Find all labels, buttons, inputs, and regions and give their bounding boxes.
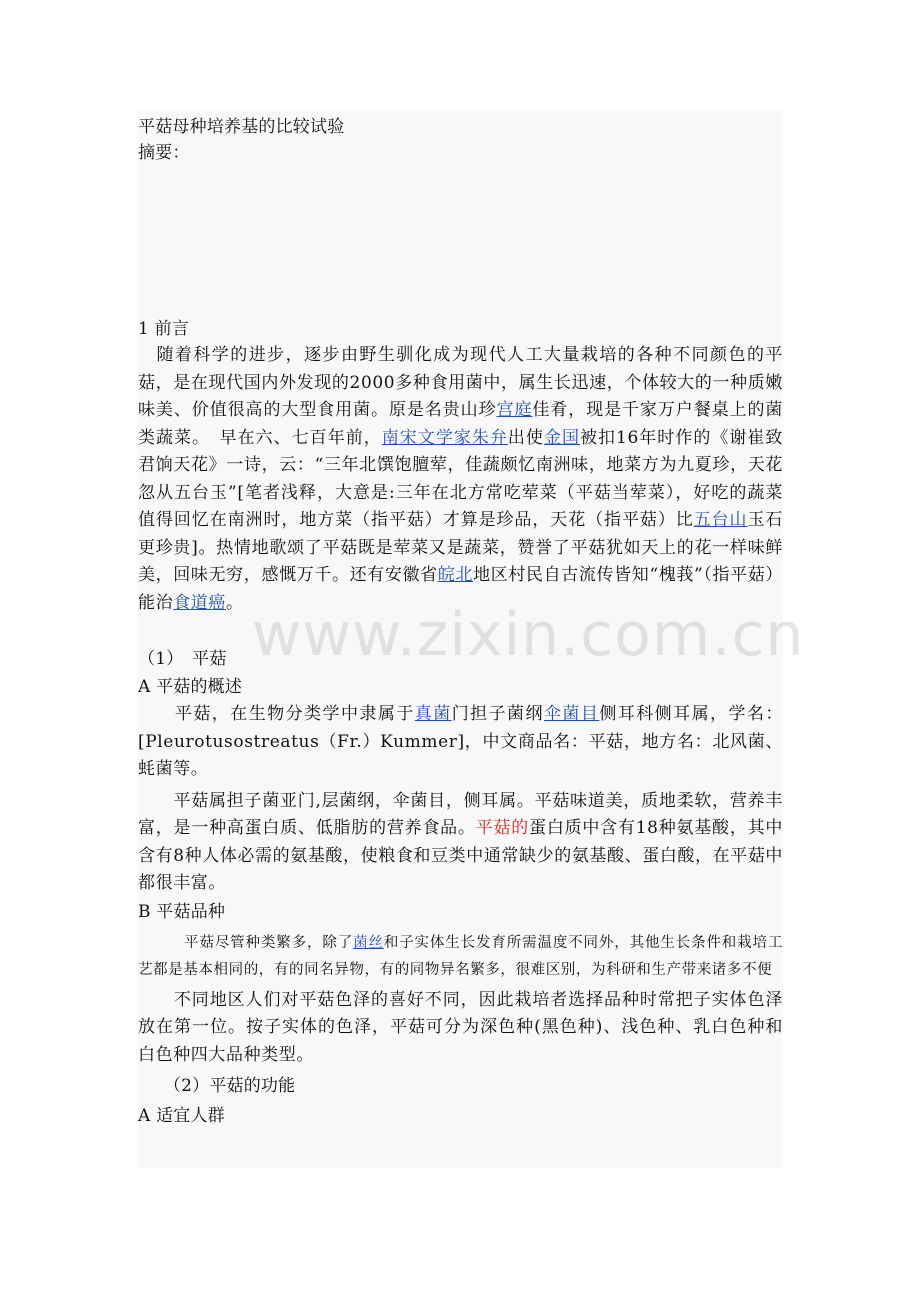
color-paragraph: 不同地区人们对平菇色泽的喜好不同，因此栽培者选择品种时常把子实体色泽放在第一位。按子实体的色泽，平菇可分为深色种(黑色种)、浅色种、乳白色种和白色种四大品种类型。	[138, 989, 783, 1065]
nutrition-paragraph	[138, 788, 783, 898]
intro-text-5: 玉石更珍贵]。热情地歌颂了平菇既是荤菜又是蔬菜，赞誉了平菇犹如天上的花一样味鲜美，回味无穷，感慨万千。还有安徽省	[138, 510, 783, 585]
spacer	[138, 617, 783, 645]
subsection-heading-suitable-people: A 适宜人群	[138, 1106, 225, 1126]
watermark-text: www.zixin.com.cn	[252, 600, 805, 670]
link-wanbei[interactable]: 皖北	[437, 565, 474, 585]
intro-text-7: 。	[226, 592, 244, 613]
link-junsi[interactable]: 菌丝	[353, 934, 384, 951]
overview-text-1: 平菇，在生物分类学中隶属于	[138, 704, 415, 724]
intro-text-1: 随着科学的进步，逐步由野生驯化成为现代人工大量栽培的各种不同颜色的平菇，是在现代国内外发现的2000多种食用菌中，属生长迅速，个体较大的一种质嫩味美、价值很高的大型食用菌。原是名贵山珍	[138, 345, 783, 420]
abstract-label: 摘要：	[138, 143, 190, 163]
intro-text-6: 地区村民自古流传皆知“槐莪”（指平菇）能治	[138, 565, 784, 613]
section-heading-intro: 1 前言	[138, 319, 190, 339]
link-shidaoai[interactable]: 食道癌	[173, 592, 227, 613]
overview-text-3: 侧耳科侧耳属，学名：[Pleurotusostreatus（Fr.）Kummer]，中文商品名：平菇，地方名：北风菌、蚝菌等。	[138, 704, 783, 779]
link-wutaishan[interactable]: 五台山	[693, 510, 748, 530]
nutrition-text-1: 平菇属担子菌亚门,层菌纲，伞菌目，侧耳属。平菇味道美，质地柔软，营养丰富，是一种高蛋白质、低脂肪的营养食品。	[138, 790, 783, 838]
abstract-blank-space	[138, 166, 783, 316]
link-zhenjun[interactable]: 真菌	[414, 704, 452, 724]
varieties-text-2: 和子实体生长发育所需温度不同外，其他生长条件和栽培工艺都是基本相同的，有的同名异物，有的同物异名繁多，很难区别，为科研和生产带来诸多不便	[138, 934, 783, 978]
intro-text-4: 被扣16年时作的《谢崔致君饷天花》一诗，云：“三年北馔饱膻荤，佳蔬颇忆南洲味，地菜方为九夏珍，天花忽从五台玉”[笔者浅释，大意是:三年在北方常吃荤菜（平菇当荤菜），好吃的蔬菜值得回忆在南洲时，地方菜（指平菇）才算是珍品，天花（指平菇）比	[138, 427, 784, 530]
subsection-heading-pinggu: （1） 平菇	[138, 649, 227, 669]
link-zhu-bian[interactable]: 南宋文学家朱弁	[381, 427, 508, 448]
overview-text-2: 门担子菌纲	[451, 704, 544, 724]
link-jin-guo[interactable]: 金国	[543, 427, 580, 448]
highlighted-text: 平菇的	[475, 818, 530, 838]
link-gongting[interactable]: 宫庭	[496, 400, 533, 420]
intro-paragraph	[138, 342, 783, 617]
subsection-heading-overview: A 平菇的概述	[138, 677, 243, 697]
doc-title: 平菇母种培养基的比较试验	[138, 117, 345, 137]
document-body	[138, 114, 783, 1131]
intro-text-3: 出使	[507, 427, 544, 448]
overview-paragraph	[138, 701, 783, 784]
varieties-paragraph	[138, 930, 783, 985]
link-sanjunmu[interactable]: 伞菌目	[543, 704, 600, 724]
varieties-text-1: 平菇尽管种类繁多，除了	[138, 934, 354, 951]
subsection-heading-functions: （2）平菇的功能	[138, 1076, 296, 1096]
intro-text-2: 佳肴，现是千家万户餐桌上的菌类蔬菜。 早在六、七百年前，	[138, 400, 784, 448]
subsection-heading-varieties: B 平菇品种	[138, 901, 226, 922]
nutrition-text-2: 蛋白质中含有18种氨基酸，其中含有8种人体必需的氨基酸，使粮食和豆类中通常缺少的氨基酸、蛋白酸，在平菇中都很丰富。	[138, 818, 784, 893]
